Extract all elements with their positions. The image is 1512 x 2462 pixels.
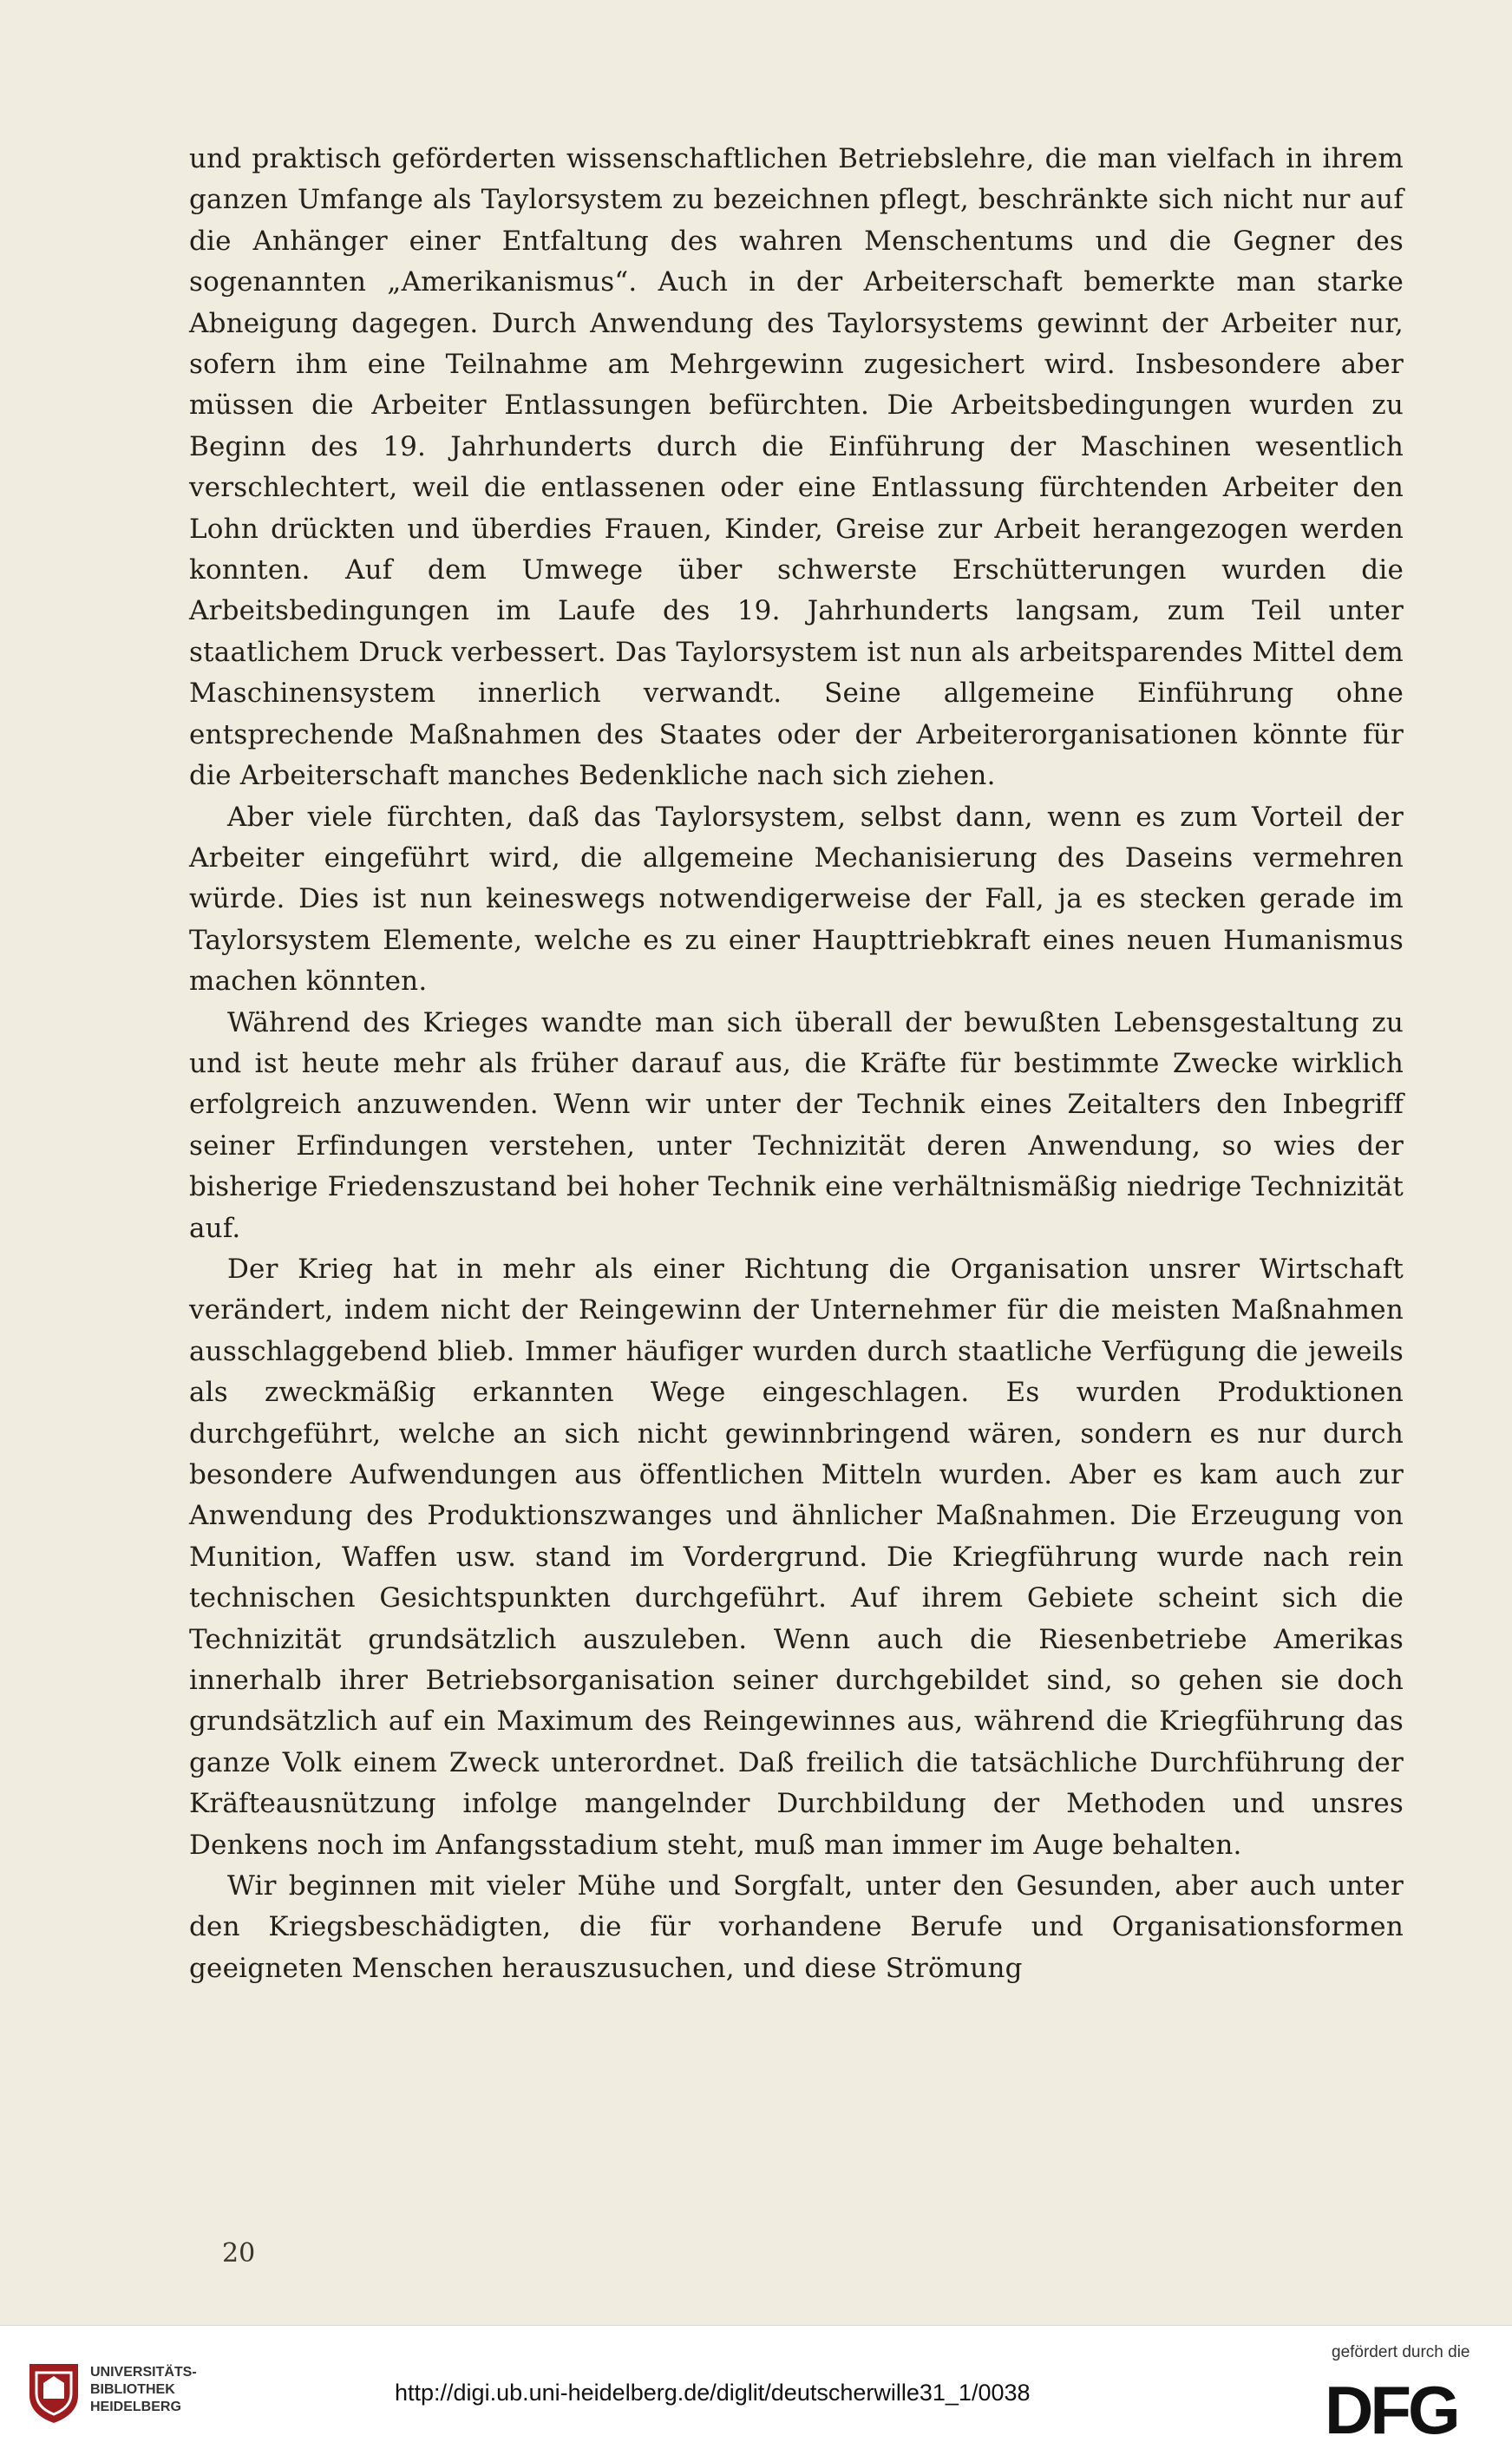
footer-bar bbox=[0, 2325, 1512, 2462]
paragraph-2: Aber viele fürchten, daß das Taylorsystem, selbst dann, wenn es zum Vorteil der Arbeiter eingeführt wird, die allgemeine Mechanisierung des Daseins vermehren würde. Dies ist nun keineswegs notwendigerweise der Fall, ja es stecken gerade im Taylorsystem Elemente, welche es zu einer Haupttriebkraft eines neuen Humanismus machen könnten. bbox=[189, 801, 1404, 998]
institution-line-2: BIBLIOTHEK bbox=[90, 2382, 175, 2397]
university-seal-icon bbox=[26, 2361, 82, 2425]
paragraph-3: Während des Krieges wandte man sich überall der bewußten Lebensgestaltung zu und ist heute mehr als früher darauf aus, die Kräfte für bestimmte Zwecke wirklich erfolgreich anzuwenden. Wenn wir unter der Technik eines Zeitalters den Inbegriff seiner Erfindungen verstehen, unter Technizität deren Anwendung, so wies der bisherige Friedenszustand bei hoher Technik eine verhältnismäßig niedrige Technizität auf. bbox=[189, 1006, 1404, 1244]
paragraph-5: Wir beginnen mit vieler Mühe und Sorgfalt, unter den Gesunden, aber auch unter den Kriegsbeschädigten, die für vorhandene Berufe und Organisationsformen geeigneten Menschen herauszusuchen, und diese Strömung bbox=[189, 1870, 1404, 1984]
body-text bbox=[189, 139, 1404, 1989]
source-url-link[interactable]: http://digi.ub.uni-heidelberg.de/diglit/deutscherwille31_1/0038 bbox=[395, 2380, 1031, 2406]
paragraph-4: Der Krieg hat in mehr als einer Richtung die Organisation unsrer Wirtschaft verändert, indem nicht der Reingewinn der Unternehmer für die meisten Maßnahmen ausschlaggebend blieb. Immer häufiger wurden durch staatliche Verfügung die jeweils als zweckmäßig erkannten Wege eingeschlagen. Es wurden Produktionen durchgeführt, welche an sich nicht gewinnbringend wären, sondern es nur durch besondere Aufwendungen aus öffentlichen Mitteln wurden. Aber es kam auch zur Anwendung des Produktionszwanges und ähnlicher Maßnahmen. Die Erzeugung von Munition, Waffen usw. stand im Vordergrund. Die Kriegführung wurde nach rein technischen Gesichtspunkten durchgeführt. Auf ihrem Gebiete scheint sich die Technizität grundsätzlich auszuleben. Wenn auch die Riesenbetriebe Amerikas innerhalb ihrer Betriebsorganisation seiner durchgebildet sind, so gehen sie doch grundsätzlich auf ein Maximum des Reingewinnes aus, während die Kriegführung das ganze Volk einem Zweck unterordnet. Daß freilich die tatsächliche Durchführung der Kräfteausnützung infolge mangelnder Durchbildung der Methoden und unsres Denkens noch im Anfangsstadium steht, muß man immer im Auge behalten. bbox=[189, 1253, 1404, 1861]
dfg-logo-icon bbox=[1323, 2373, 1479, 2442]
institution-name bbox=[90, 2364, 197, 2416]
paragraph-1: und praktisch geförderten wissenschaftlichen Betriebslehre, die man vielfach in ihrem ganzen Umfange als Taylorsystem zu bezeichnen pflegt, beschränkte sich nicht nur auf die Anhänger einer Entfaltung des wahren Menschentums und die Gegner des sogenannten „Amerikanismus“. Auch in der Arbeiterschaft bemerkte man starke Abneigung dagegen. Durch Anwendung des Taylorsystems gewinnt der Arbeiter nur, sofern ihm eine Teilnahme am Mehrgewinn zugesichert wird. Insbesondere aber müssen die Arbeiter Entlassungen befürchten. Die Arbeitsbedingungen wurden zu Beginn des 19. Jahrhunderts durch die Einführung der Maschinen wesentlich verschlechtert, weil die entlassenen oder eine Entlassung fürchtenden Arbeiter den Lohn drückten und überdies Frauen, Kinder, Greise zur Arbeit herangezogen werden konnten. Auf dem Umwege über schwerste Erschütterungen wurden die Arbeitsbedingungen im Laufe des 19. Jahrhunderts langsam, zum Teil unter staatlichem Druck verbessert. Das Taylorsystem ist nun als arbeitsparendes Mittel dem Maschinensystem innerlich verwandt. Seine allgemeine Einführung ohne entsprechende Maßnahmen des Staates oder der Arbeiterorganisationen könnte für die Arbeiterschaft manches Bedenkliche nach sich ziehen. bbox=[189, 143, 1404, 792]
institution-line-1: UNIVERSITÄTS- bbox=[90, 2365, 197, 2380]
page-number: 20 bbox=[222, 2238, 256, 2269]
institution-line-3: HEIDELBERG bbox=[90, 2400, 181, 2414]
svg-text:DFG: DFG bbox=[1325, 2373, 1457, 2442]
funding-note: gefördert durch die bbox=[1332, 2343, 1470, 2361]
